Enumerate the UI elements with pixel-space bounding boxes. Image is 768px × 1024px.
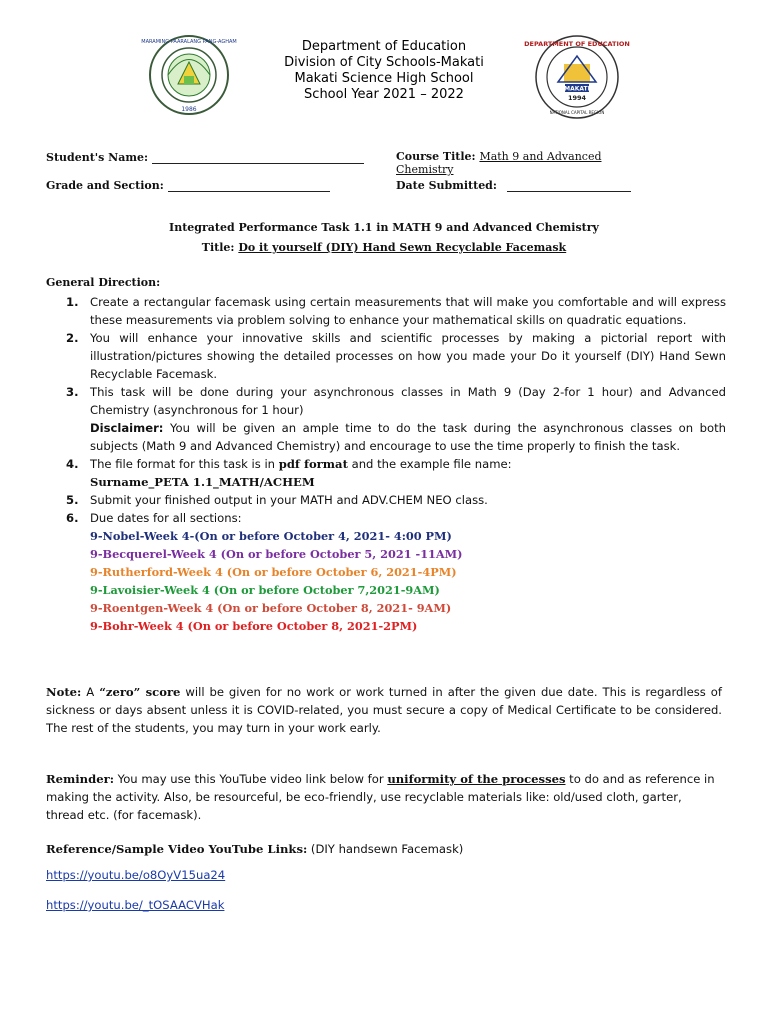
date-submitted-label: Date Submitted: [396, 179, 497, 192]
disclaimer-label: Disclaimer: [90, 421, 164, 435]
student-name-label: Student's Name: [46, 151, 149, 164]
header-line-department: Department of Education [301, 39, 467, 54]
document-header [0, 30, 768, 116]
direction-item-1: 1. Create a rectangular facemask using certain measurements that will make you comfortable and will express these measurements via problem solving to enhance your mathematical skills on quadratic equations. [66, 295, 726, 327]
disclaimer-text: You will be given an ample time to do the task during the asynchronous classes on both subjects (Math 9 and Advanced Chemistry) and encourage to use the time properly to finish the task. [90, 421, 726, 453]
zero-score: “zero” score [99, 685, 181, 699]
seal-right-city: MAKATI [564, 85, 590, 93]
youtube-link-1[interactable]: https://youtu.be/o8OyV15ua24 [46, 868, 226, 882]
direction-item-3: 3. This task will be done during your asynchronous classes in Math 9 (Day 2-for 1 hour) and Advanced Chemistry (asynchronous for 1 hour) Disclaimer: You will be given an ample time to do the task during the asynchronous classes on both subjects (Math 9 and Advanced Chemistry) and encourage to use the time properly to finish the task. [66, 385, 726, 453]
direction-item-5: 5. Submit your finished output in your MATH and ADV.CHEM NEO class. [66, 493, 488, 507]
seal-right-ring-text: DEPARTMENT OF EDUCATION [524, 40, 630, 48]
header-text [0, 39, 768, 103]
reference-label: Reference/Sample Video YouTube Links: [46, 842, 308, 856]
course-title-value-cont: Chemistry [396, 163, 454, 176]
course-title-row [396, 150, 602, 176]
student-name-blank[interactable] [152, 150, 364, 164]
seal-left-ring-text: MARAMING PAARALANG PANG-AGHAM [141, 39, 237, 45]
task-title-value: Do it yourself (DIY) Hand Sewn Recyclable Facemask [238, 241, 567, 254]
due-dates-list [46, 527, 726, 635]
seal-right-year: 1994 [567, 94, 587, 102]
general-direction-label: General Direction: [46, 276, 161, 289]
task-title-label: Title: [201, 241, 235, 254]
reference-suffix: (DIY handsewn Facemask) [307, 842, 464, 856]
header-line-division: Division of City Schools-Makati [284, 55, 484, 70]
seal-left-year: 1986 [181, 106, 197, 113]
deped-makati-seal [524, 34, 630, 120]
reminder-label: Reminder: [46, 772, 114, 786]
direction-item-6: 6. Due dates for all sections: [66, 511, 242, 525]
due-date-nobel: 9-Nobel-Week 4-(On or before October 4, 2021- 4:00 PM) [90, 529, 452, 543]
task-heading: Integrated Performance Task 1.1 in MATH 9 and Advanced Chemistry [169, 221, 599, 234]
date-submitted-row [396, 178, 631, 192]
reference-line [46, 840, 722, 858]
grade-section-blank[interactable] [168, 178, 330, 192]
due-date-becquerel: 9-Becquerel-Week 4 (On or before October 5, 2021 -11AM) [90, 547, 463, 561]
course-title-value: Math 9 and Advanced [479, 150, 602, 163]
note-paragraph: Note: A “zero” score will be given for no work or work turned in after the given due date. This is regardless of sickness or days absent unless it is COVID-related, you must secure a copy of Medical Certificate to be considered. The rest of the students, you may turn in your work early. [46, 685, 722, 735]
seal-right-bottom-text: NATIONAL CAPITAL REGION [549, 110, 605, 115]
example-filename: Surname_PETA 1.1_MATH/ACHEM [90, 475, 315, 489]
note-label: Note: [46, 685, 82, 699]
date-submitted-blank[interactable] [507, 178, 631, 192]
uniformity-emphasis: uniformity of the processes [387, 772, 566, 786]
due-date-rutherford: 9-Rutherford-Week 4 (On or before October 6, 2021-4PM) [90, 565, 457, 579]
due-date-bohr: 9-Bohr-Week 4 (On or before October 8, 2021-2PM) [90, 619, 418, 633]
header-line-school: Makati Science High School [294, 71, 474, 86]
task-title [0, 241, 768, 254]
grade-section-label: Grade and Section: [46, 179, 164, 192]
header-line-school-year: School Year 2021 – 2022 [304, 87, 464, 102]
reminder-paragraph: Reminder: You may use this YouTube video link below for uniformity of the processes to do and as reference in making the activity. Also, be resourceful, be eco-friendly, use recyclable materials like: old/used cloth, garter, thread etc. (for facemask). [46, 772, 715, 822]
grade-section-row [46, 178, 330, 192]
student-name-row [46, 150, 364, 164]
youtube-link-2[interactable]: https://youtu.be/_tOSAACVHak [46, 898, 225, 912]
due-date-lavoisier: 9-Lavoisier-Week 4 (On or before October 7,2021-9AM) [90, 583, 440, 597]
direction-item-4: 4. The file format for this task is in pdf format and the example file name: Surname_PETA 1.1_MATH/ACHEM [66, 457, 512, 489]
course-title-label: Course Title: [396, 150, 476, 163]
due-date-roentgen: 9-Roentgen-Week 4 (On or before October 8, 2021- 9AM) [90, 601, 452, 615]
directions-list [46, 293, 726, 635]
direction-item-2: 2. You will enhance your innovative skills and scientific processes by making a pictorial report with illustration/pictures showing the detailed processes on how you made your Do it yourself (DIY) Hand Sewn Recyclable Facemask. [66, 331, 726, 381]
